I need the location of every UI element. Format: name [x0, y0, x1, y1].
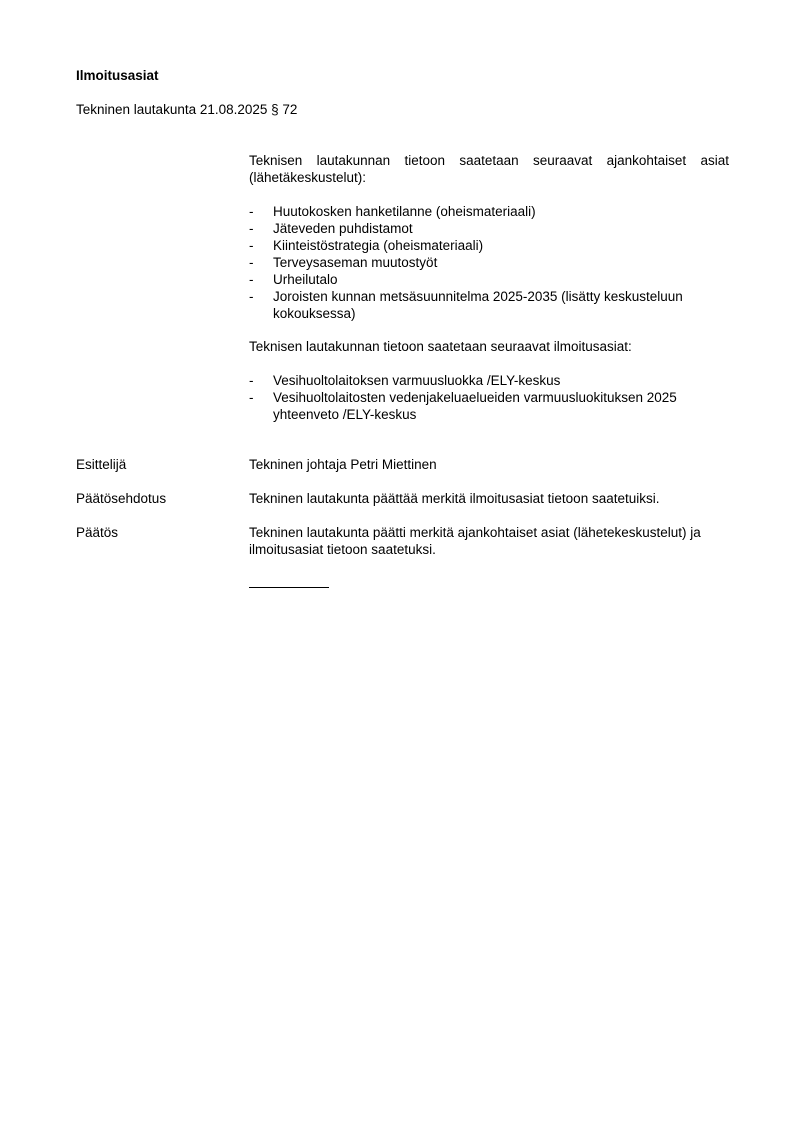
- decision-label: Päätös: [76, 525, 119, 540]
- current-matters-list: [249, 203, 729, 322]
- list-item: - Vesihuoltolaitoksen varmuusluokka /ELY-keskus: [249, 373, 561, 388]
- proposal-value: Tekninen lautakunta päättää merkitä ilmoitusasiat tietoon saatetuiksi.: [249, 491, 660, 506]
- presenter-label: Esittelijä: [76, 457, 127, 472]
- intro-section-1: [249, 152, 729, 186]
- decision-value: Tekninen lautakunta päätti merkitä ajankohtaiset asiat (lähetekeskustelut) ja ilmoitusasiat tietoon saatetuksi.: [249, 525, 701, 557]
- intro-paragraph-1: Teknisen lautakunnan tietoon saatetaan seuraavat ajankohtaiset asiat (lähetäkeskustelut):: [249, 153, 729, 185]
- list-item: - Huutokosken hanketilanne (oheismateriaali): [249, 204, 536, 219]
- presenter-value: Tekninen johtaja Petri Miettinen: [249, 457, 437, 472]
- notices-list: [249, 372, 729, 423]
- list-item: - Kiinteistöstrategia (oheismateriaali): [249, 238, 484, 253]
- meeting-reference: Tekninen lautakunta 21.08.2025 § 72: [76, 102, 298, 117]
- proposal-label: Päätösehdotus: [76, 491, 167, 506]
- intro-section-2: [249, 338, 729, 355]
- document-heading: Ilmoitusasiat: [76, 68, 159, 83]
- end-divider: [249, 587, 329, 588]
- list-item: - Joroisten kunnan metsäsuunnitelma 2025-2035 (lisätty keskusteluun kokouksessa): [249, 289, 683, 321]
- intro-paragraph-2: Teknisen lautakunnan tietoon saatetaan seuraavat ilmoitusasiat:: [249, 339, 632, 354]
- list-item: - Vesihuoltolaitosten vedenjakeluaelueiden varmuusluokituksen 2025 yhteenveto /ELY-keskus: [249, 390, 677, 422]
- list-item: - Urheilutalo: [249, 272, 338, 287]
- list-item: - Jäteveden puhdistamot: [249, 221, 413, 236]
- list-item: - Terveysaseman muutostyöt: [249, 255, 438, 270]
